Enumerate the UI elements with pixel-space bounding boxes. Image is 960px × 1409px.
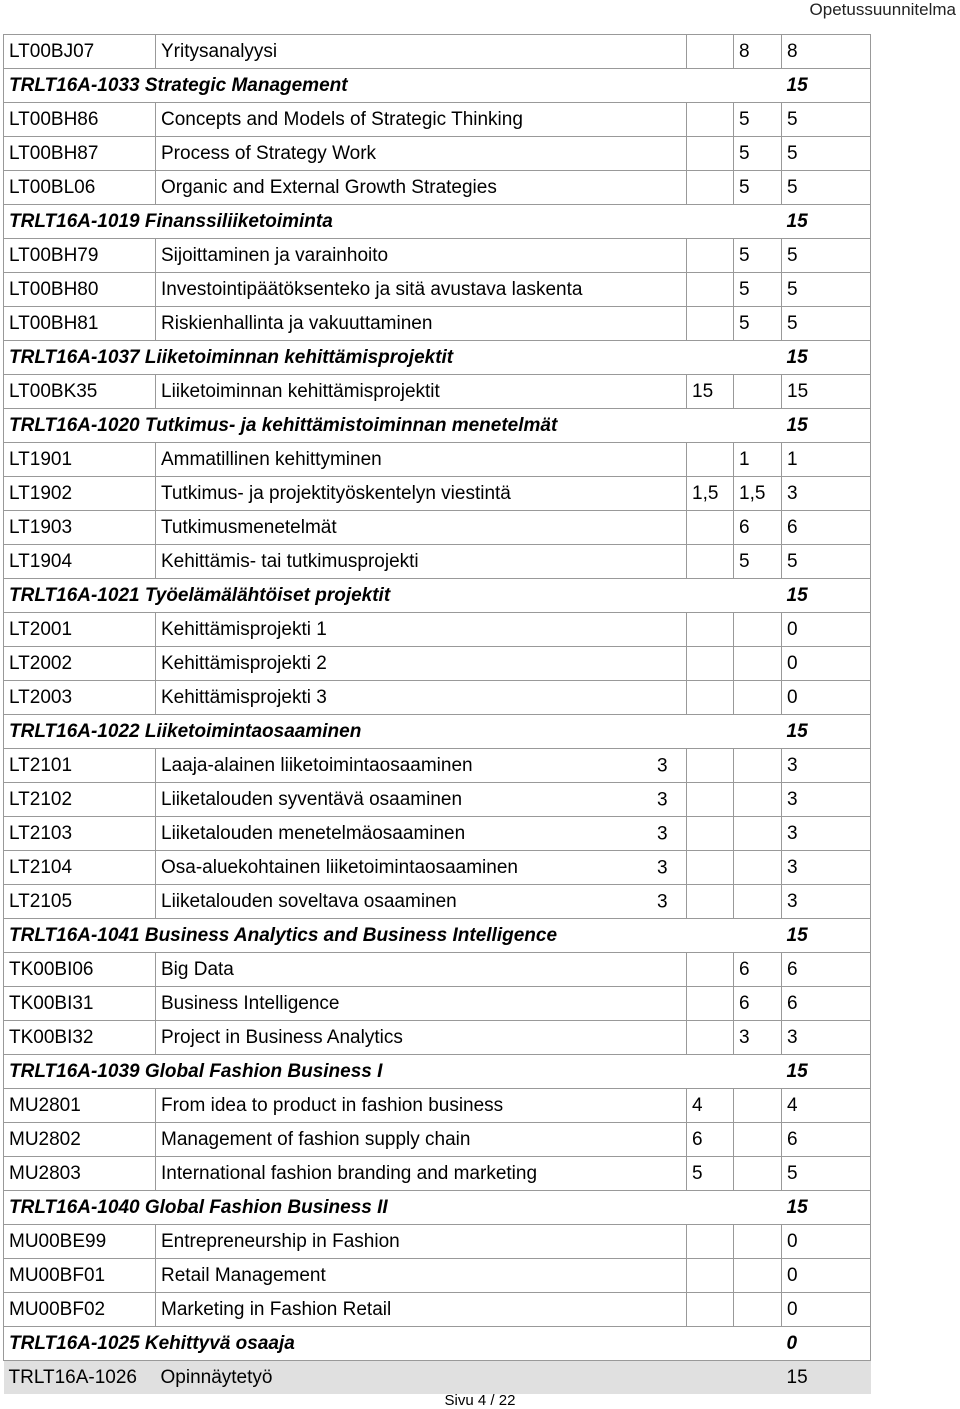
course-credits-total: 6 — [782, 1123, 871, 1157]
course-credits-total: 5 — [782, 1157, 871, 1191]
thesis-credits: 15 — [782, 1361, 871, 1395]
course-code: LT2102 — [4, 783, 156, 817]
course-code: LT2101 — [4, 749, 156, 783]
course-credits-total: 5 — [782, 273, 871, 307]
course-name: Liiketoiminnan kehittämisprojektit — [156, 375, 687, 409]
course-credits-total: 5 — [782, 545, 871, 579]
module-credits: 15 — [782, 715, 871, 749]
course-code: LT1902 — [4, 477, 156, 511]
course-code: LT2105 — [4, 885, 156, 919]
course-credits-b: 5 — [734, 307, 782, 341]
course-credits-a — [687, 239, 734, 273]
course-code: LT00BH80 — [4, 273, 156, 307]
course-credits-b: 6 — [734, 987, 782, 1021]
module-title: TRLT16A-1019 Finanssiliiketoiminta — [4, 205, 782, 239]
course-row — [4, 375, 871, 409]
course-row — [4, 1259, 871, 1293]
course-code: LT1904 — [4, 545, 156, 579]
course-code: LT00BH81 — [4, 307, 156, 341]
module-title: TRLT16A-1041 Business Analytics and Business Intelligence — [4, 919, 782, 953]
module-row — [4, 579, 871, 613]
course-name: Tutkimusmenetelmät — [156, 511, 687, 545]
course-row — [4, 239, 871, 273]
module-title: TRLT16A-1033 Strategic Management — [4, 69, 782, 103]
course-name: Project in Business Analytics — [156, 1021, 687, 1055]
course-name: Riskienhallinta ja vakuuttaminen — [156, 307, 687, 341]
course-credits-a — [687, 817, 734, 851]
course-credits-total: 5 — [782, 103, 871, 137]
course-credits-b — [734, 783, 782, 817]
course-credits-b: 6 — [734, 953, 782, 987]
course-credits-total: 5 — [782, 137, 871, 171]
course-credits-a — [687, 273, 734, 307]
course-credits-b: 3 — [734, 1021, 782, 1055]
course-code: MU00BF01 — [4, 1259, 156, 1293]
course-credits-a — [687, 443, 734, 477]
course-code: LT2002 — [4, 647, 156, 681]
course-row — [4, 681, 871, 715]
course-credits-total: 5 — [782, 171, 871, 205]
course-credits-total: 5 — [782, 239, 871, 273]
course-name: Ammatillinen kehittyminen — [156, 443, 687, 477]
course-credits-a: 15 — [687, 375, 734, 409]
course-code: LT00BL06 — [4, 171, 156, 205]
thesis-code: TRLT16A-1026 — [4, 1361, 156, 1395]
course-name: Concepts and Models of Strategic Thinking — [156, 103, 687, 137]
module-title: TRLT16A-1040 Global Fashion Business II — [4, 1191, 782, 1225]
course-name: International fashion branding and marketing — [156, 1157, 687, 1191]
course-row — [4, 953, 871, 987]
course-credits-b: 6 — [734, 511, 782, 545]
course-credits-a — [687, 511, 734, 545]
module-title: TRLT16A-1039 Global Fashion Business I — [4, 1055, 782, 1089]
course-name: Liiketalouden syventävä osaaminen — [161, 789, 463, 810]
course-credits-total: 3 — [782, 851, 871, 885]
course-credits-a — [687, 647, 734, 681]
course-credits-a — [687, 137, 734, 171]
course-code: LT00BH86 — [4, 103, 156, 137]
course-credits-a — [687, 749, 734, 783]
course-credits-total: 6 — [782, 987, 871, 1021]
course-credits-b: 1 — [734, 443, 782, 477]
course-name: Management of fashion supply chain — [156, 1123, 687, 1157]
course-name: Entrepreneurship in Fashion — [156, 1225, 687, 1259]
course-credits-early: 3 — [657, 755, 668, 776]
course-code: TK00BI32 — [4, 1021, 156, 1055]
course-credits-early: 3 — [657, 857, 668, 878]
course-credits-b — [734, 1225, 782, 1259]
course-credits-a: 4 — [687, 1089, 734, 1123]
course-row — [4, 1123, 871, 1157]
module-credits: 15 — [782, 919, 871, 953]
course-credits-a — [687, 1021, 734, 1055]
module-row — [4, 715, 871, 749]
course-name: Liiketalouden soveltava osaaminen — [161, 891, 457, 912]
course-code: TK00BI31 — [4, 987, 156, 1021]
course-name: Marketing in Fashion Retail — [156, 1293, 687, 1327]
course-credits-b: 1,5 — [734, 477, 782, 511]
course-name-cell — [156, 885, 687, 919]
course-name: Process of Strategy Work — [156, 137, 687, 171]
course-credits-b: 5 — [734, 171, 782, 205]
course-credits-a — [687, 613, 734, 647]
course-code: MU2803 — [4, 1157, 156, 1191]
course-row — [4, 783, 871, 817]
course-credits-total: 3 — [782, 1021, 871, 1055]
course-code: LT1903 — [4, 511, 156, 545]
course-credits-b: 5 — [734, 137, 782, 171]
module-title: TRLT16A-1022 Liiketoimintaosaaminen — [4, 715, 782, 749]
course-row — [4, 749, 871, 783]
course-credits-b — [734, 681, 782, 715]
module-row — [4, 409, 871, 443]
module-row — [4, 69, 871, 103]
course-name-cell — [156, 749, 687, 783]
module-credits: 15 — [782, 409, 871, 443]
course-row — [4, 545, 871, 579]
module-row — [4, 1191, 871, 1225]
course-credits-a — [687, 1293, 734, 1327]
course-name-cell — [156, 817, 687, 851]
course-name: Yritysanalyysi — [156, 35, 687, 69]
course-credits-a — [687, 103, 734, 137]
course-code: LT2003 — [4, 681, 156, 715]
course-row — [4, 1157, 871, 1191]
course-row — [4, 477, 871, 511]
course-row — [4, 35, 871, 69]
course-name: Big Data — [156, 953, 687, 987]
course-credits-a — [687, 545, 734, 579]
course-credits-b — [734, 851, 782, 885]
course-name: Kehittämisprojekti 2 — [156, 647, 687, 681]
course-credits-b — [734, 885, 782, 919]
course-credits-total: 5 — [782, 307, 871, 341]
module-credits: 15 — [782, 1055, 871, 1089]
course-credits-b — [734, 613, 782, 647]
course-name: Kehittämisprojekti 3 — [156, 681, 687, 715]
module-credits: 0 — [782, 1327, 871, 1361]
course-row — [4, 307, 871, 341]
course-credits-a — [687, 1259, 734, 1293]
course-code: LT00BH79 — [4, 239, 156, 273]
course-row — [4, 613, 871, 647]
course-credits-a — [687, 681, 734, 715]
module-title: TRLT16A-1037 Liiketoiminnan kehittämisprojektit — [4, 341, 782, 375]
module-title: TRLT16A-1025 Kehittyvä osaaja — [4, 1327, 782, 1361]
course-row — [4, 817, 871, 851]
course-credits-total: 0 — [782, 613, 871, 647]
course-credits-b: 5 — [734, 545, 782, 579]
course-code: LT2103 — [4, 817, 156, 851]
module-credits: 15 — [782, 579, 871, 613]
course-name: Laaja-alainen liiketoimintaosaaminen — [161, 755, 473, 776]
course-credits-b: 5 — [734, 103, 782, 137]
course-name: From idea to product in fashion business — [156, 1089, 687, 1123]
course-name: Osa-aluekohtainen liiketoimintaosaaminen — [161, 857, 518, 878]
course-credits-b — [734, 647, 782, 681]
course-credits-a — [687, 171, 734, 205]
course-row — [4, 987, 871, 1021]
course-credits-total: 15 — [782, 375, 871, 409]
module-row — [4, 1055, 871, 1089]
course-name: Organic and External Growth Strategies — [156, 171, 687, 205]
course-credits-total: 6 — [782, 511, 871, 545]
course-credits-b — [734, 375, 782, 409]
module-row — [4, 205, 871, 239]
course-credits-total: 0 — [782, 1225, 871, 1259]
course-name: Tutkimus- ja projektityöskentelyn viestintä — [156, 477, 687, 511]
course-credits-total: 1 — [782, 443, 871, 477]
course-row — [4, 1089, 871, 1123]
course-name: Investointipäätöksenteko ja sitä avustava laskenta — [156, 273, 687, 307]
course-code: MU2802 — [4, 1123, 156, 1157]
course-credits-a: 5 — [687, 1157, 734, 1191]
course-credits-total: 0 — [782, 647, 871, 681]
course-name: Kehittämis- tai tutkimusprojekti — [156, 545, 687, 579]
course-credits-b — [734, 1157, 782, 1191]
module-credits: 15 — [782, 341, 871, 375]
thesis-name: Opinnäytetyö — [156, 1361, 782, 1395]
course-row — [4, 1021, 871, 1055]
course-row — [4, 851, 871, 885]
course-credits-b — [734, 1293, 782, 1327]
module-credits: 15 — [782, 1191, 871, 1225]
course-credits-total: 3 — [782, 885, 871, 919]
course-credits-early: 3 — [657, 823, 668, 844]
course-code: LT00BJ07 — [4, 35, 156, 69]
course-credits-total: 3 — [782, 783, 871, 817]
module-row — [4, 341, 871, 375]
course-name: Sijoittaminen ja varainhoito — [156, 239, 687, 273]
course-credits-a — [687, 851, 734, 885]
course-credits-b: 5 — [734, 239, 782, 273]
document-header: Opetussuunnitelma — [809, 0, 956, 19]
course-credits-b — [734, 1123, 782, 1157]
course-code: MU00BE99 — [4, 1225, 156, 1259]
course-code: LT2104 — [4, 851, 156, 885]
course-row — [4, 171, 871, 205]
course-credits-early: 3 — [657, 891, 668, 912]
course-credits-total: 0 — [782, 681, 871, 715]
course-credits-a: 6 — [687, 1123, 734, 1157]
course-credits-a: 1,5 — [687, 477, 734, 511]
course-row — [4, 103, 871, 137]
curriculum-table — [3, 34, 871, 1394]
course-code: LT00BK35 — [4, 375, 156, 409]
course-credits-a — [687, 307, 734, 341]
course-code: MU00BF02 — [4, 1293, 156, 1327]
course-code: LT1901 — [4, 443, 156, 477]
module-credits: 15 — [782, 69, 871, 103]
course-credits-b: 5 — [734, 273, 782, 307]
course-name: Kehittämisprojekti 1 — [156, 613, 687, 647]
course-credits-b — [734, 1259, 782, 1293]
course-credits-a — [687, 987, 734, 1021]
course-credits-total: 3 — [782, 749, 871, 783]
module-title: TRLT16A-1020 Tutkimus- ja kehittämistoiminnan menetelmät — [4, 409, 782, 443]
course-row — [4, 443, 871, 477]
course-credits-b: 8 — [734, 35, 782, 69]
course-row — [4, 137, 871, 171]
course-row — [4, 885, 871, 919]
course-name: Liiketalouden menetelmäosaaminen — [161, 823, 466, 844]
course-code: TK00BI06 — [4, 953, 156, 987]
course-name: Business Intelligence — [156, 987, 687, 1021]
course-credits-b — [734, 749, 782, 783]
course-credits-a — [687, 783, 734, 817]
course-name: Retail Management — [156, 1259, 687, 1293]
course-code: LT2001 — [4, 613, 156, 647]
course-credits-b — [734, 1089, 782, 1123]
page-number: Sivu 4 / 22 — [444, 1392, 516, 1409]
course-row — [4, 647, 871, 681]
course-credits-a — [687, 953, 734, 987]
module-credits: 15 — [782, 205, 871, 239]
course-code: LT00BH87 — [4, 137, 156, 171]
course-credits-a — [687, 1225, 734, 1259]
module-row — [4, 919, 871, 953]
course-name-cell — [156, 851, 687, 885]
course-credits-early: 3 — [657, 789, 668, 810]
module-row — [4, 1327, 871, 1361]
course-name-cell — [156, 783, 687, 817]
course-credits-total: 0 — [782, 1259, 871, 1293]
course-credits-total: 6 — [782, 953, 871, 987]
course-row — [4, 1293, 871, 1327]
course-credits-total: 3 — [782, 477, 871, 511]
course-credits-b — [734, 817, 782, 851]
thesis-row — [4, 1361, 871, 1395]
course-credits-a — [687, 35, 734, 69]
course-credits-a — [687, 885, 734, 919]
course-credits-total: 8 — [782, 35, 871, 69]
course-row — [4, 1225, 871, 1259]
course-credits-total: 0 — [782, 1293, 871, 1327]
course-row — [4, 273, 871, 307]
course-row — [4, 511, 871, 545]
course-code: MU2801 — [4, 1089, 156, 1123]
module-title: TRLT16A-1021 Työelämälähtöiset projektit — [4, 579, 782, 613]
course-credits-total: 3 — [782, 817, 871, 851]
course-credits-total: 4 — [782, 1089, 871, 1123]
